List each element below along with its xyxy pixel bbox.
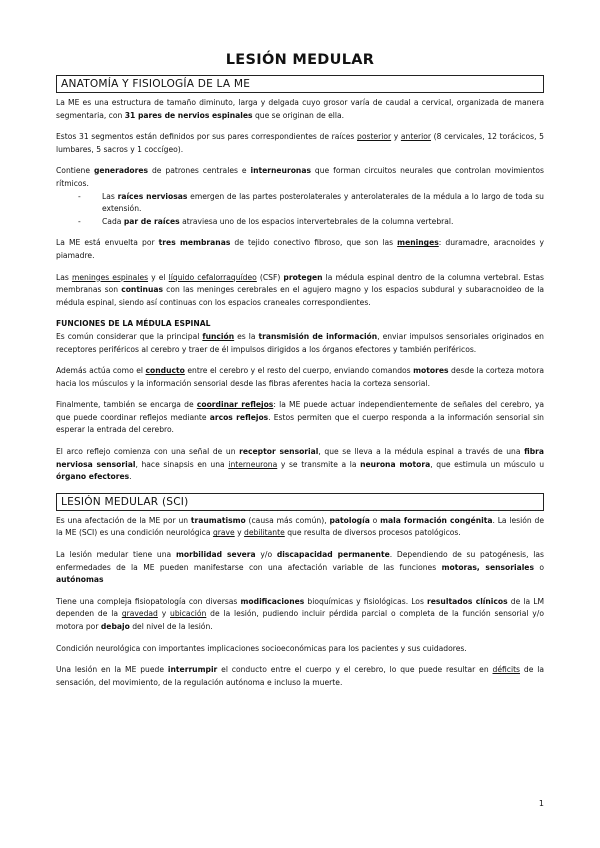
paragraph: Contiene generadores de patrones centrales e interneuronas que forman circuitos neurales que controlan movimientos rítmicos. bbox=[56, 166, 544, 188]
list-item: - Cada par de raíces atraviesa uno de los espacios intervertebrales de la columna vertebral. bbox=[56, 216, 544, 229]
paragraph: Además actúa como el conducto entre el cerebro y el resto del cuerpo, enviando comandos motores desde la corteza motora hacia los músculos y la información sensorial desde las fibras aferentes hacia la corteza sensorial. bbox=[56, 366, 544, 388]
paragraph: Tiene una compleja fisiopatología con diversas modificaciones bioquímicas y fisiológicas. Los resultados clínicos de la LM dependen de la gravedad y ubicación de la lesión, pudiendo incluir pérdida parcial o completa de la función sensorial y/o motora por debajo del nivel de la lesión. bbox=[56, 596, 545, 631]
paragraph: Estos 31 segmentos están definidos por sus pares correspondientes de raíces posterior y anterior (8 cervicales, 12 torácicos, 5 lumbares, 5 sacros y 1 coccígeo). bbox=[56, 132, 544, 154]
bullet-list bbox=[56, 191, 544, 229]
paragraph: La ME es una estructura de tamaño diminuto, larga y delgada cuyo grosor varía de caudal a cervical, organizada de manera segmentaria, con 31 pares de nervios espinales que se originan de ella. bbox=[56, 98, 544, 120]
section-heading-anatomy: ANATOMÍA Y FISIOLOGÍA DE LA ME bbox=[56, 75, 544, 93]
paragraph: Una lesión en la ME puede interrumpir el conducto entre el cuerpo y el cerebro, lo que puede resultar en déficits de la sensación, del movimiento, de la regulación autónoma e incluso la muerte. bbox=[56, 665, 544, 687]
paragraph: Condición neurológica con importantes implicaciones socioeconómicas para los pacientes y sus cuidadores. bbox=[56, 643, 467, 653]
paragraph: Finalmente, también se encarga de coordinar reflejos: la ME puede actuar independientemente de señales del cerebro, ya que puede coordinar reflejos mediante arcos reflejos. Estos permiten que el cuerpo responda a la información sensorial sin esperar la entrada del cerebro. bbox=[56, 400, 545, 435]
paragraph: Es una afectación de la ME por un traumatismo (causa más común), patología o mala formación congénita. La lesión de la ME (SCI) es una condición neurológica grave y debilitante que resulta de diversos procesos patológicos. bbox=[56, 515, 545, 538]
subheading-functions: FUNCIONES DE LA MÉDULA ESPINAL bbox=[56, 319, 211, 329]
paragraph: Las meninges espinales y el líquido cefalorraquídeo (CSF) protegen la médula espinal dentro de la columna vertebral. Estas membranas son continuas con las meninges cerebrales en el agujero magno y los espacios subdural y subaracnoideo de la médula espinal, siendo así continuas con los espacios craneales correspondientes. bbox=[56, 272, 544, 307]
paragraph: Es común considerar que la principal función es la transmisión de información, enviar impulsos sensoriales originados en receptores periféricos al cerebro y traer de él impulsos dirigidos a los órganos efectores y también periféricos. bbox=[56, 331, 544, 354]
document-page bbox=[56, 52, 544, 698]
section-heading-sci: LESIÓN MEDULAR (SCI) bbox=[56, 493, 544, 511]
paragraph: La ME está envuelta por tres membranas de tejido conectivo fibroso, que son las meninges: duramadre, aracnoides y piamadre. bbox=[56, 238, 544, 260]
paragraph: El arco reflejo comienza con una señal de un receptor sensorial, que se lleva a la médula espinal a través de una fibra nerviosa sensorial, hace sinapsis en una interneurona y se transmite a la neurona motora, que estimula un músculo u órgano efectores. bbox=[56, 447, 545, 482]
paragraph: La lesión medular tiene una morbilidad severa y/o discapacidad permanente. Dependiendo de su patogénesis, las enfermedades de la ME pueden manifestarse con una afectación variable de las funciones motoras, sensoriales o autónomas bbox=[56, 550, 545, 585]
document-title: LESIÓN MEDULAR bbox=[225, 52, 375, 68]
list-item: - Las raíces nerviosas emergen de las partes posterolaterales y anterolaterales de la médula a lo largo de toda su extensión. bbox=[56, 191, 544, 216]
page-number: 1 bbox=[538, 799, 544, 808]
